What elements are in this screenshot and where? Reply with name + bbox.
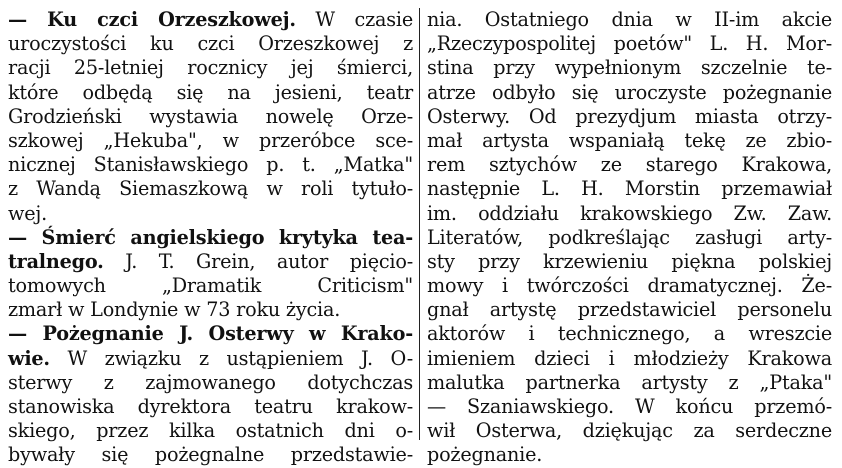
text-line xyxy=(8,274,413,298)
body-text: zmarł w Londynie w 73 roku życia. xyxy=(8,298,341,322)
text-line xyxy=(8,322,413,346)
body-text: malutka partnerka artysty z „Ptaka" xyxy=(427,370,832,394)
text-line xyxy=(8,8,413,32)
text-line xyxy=(8,56,413,80)
text-line xyxy=(427,395,832,419)
text-line xyxy=(427,274,832,298)
text-line xyxy=(8,250,413,274)
body-text: Literatów, podkreślając zasługi arty- xyxy=(427,225,832,249)
body-text: atrze odbyło się uroczyste pożegnanie xyxy=(427,80,832,104)
body-text: bywały się pożegnalne przedstawie- xyxy=(8,443,413,467)
text-line xyxy=(427,129,832,153)
text-line xyxy=(427,32,832,56)
text-line xyxy=(8,347,413,371)
text-line xyxy=(427,8,832,32)
text-line xyxy=(8,81,413,105)
body-text: nicznej Stanisławskiego p. t. „Matka" xyxy=(8,153,413,177)
body-text: „Rzeczypospolitej poetów" L. H. Mor- xyxy=(427,32,832,56)
body-text: W czasie xyxy=(295,8,413,31)
text-line xyxy=(8,177,413,201)
body-text: wił Osterwa, dziękując za serdeczne xyxy=(427,419,832,443)
text-line xyxy=(8,153,413,177)
body-text: tomowych „Dramatik Criticism" xyxy=(8,274,413,298)
text-line xyxy=(8,298,413,322)
headline-text: wie. xyxy=(8,346,50,370)
text-line xyxy=(8,202,413,226)
text-line xyxy=(427,371,832,395)
text-line xyxy=(8,371,413,395)
body-text: Grodzieński wystawia nowelę Orze- xyxy=(8,104,413,128)
text-line xyxy=(427,56,832,80)
text-line xyxy=(427,81,832,105)
body-text: aktorów i technicznego, a wreszcie xyxy=(427,322,832,346)
body-text: następnie L. H. Morstin przemawiał xyxy=(427,177,832,201)
headline-text: tralnego. xyxy=(8,249,104,273)
body-text: mał artysta wspaniałą tekę ze zbio- xyxy=(427,128,832,152)
text-line xyxy=(427,226,832,250)
body-text: szkowej „Hekuba", w przeróbce sce- xyxy=(8,128,413,152)
text-line xyxy=(427,419,832,443)
text-line xyxy=(8,443,413,467)
body-text: pożegnanie. xyxy=(427,443,543,467)
body-text: nia. Ostatniego dnia w II-im akcie xyxy=(427,8,832,31)
right-column xyxy=(427,8,832,468)
column-divider xyxy=(419,8,420,440)
text-line xyxy=(427,105,832,129)
text-line xyxy=(427,250,832,274)
body-text: stanowiska dyrektora teatru krakow- xyxy=(8,395,413,418)
body-text: Osterwy. Od prezydjum miasta otrzy- xyxy=(427,104,832,128)
text-line xyxy=(8,32,413,56)
text-line xyxy=(427,443,832,467)
body-text: J. T. Grein, autor pięcio- xyxy=(103,249,413,273)
body-text: gnał artystę przedstawiciel personelu xyxy=(427,298,832,322)
text-line xyxy=(427,322,832,346)
text-line xyxy=(8,226,413,250)
body-text: skiego, przez kilka ostatnich dni o- xyxy=(8,419,413,443)
text-line xyxy=(427,153,832,177)
text-line xyxy=(8,129,413,153)
body-text: z Wandą Siemaszkową w roli tytuło- xyxy=(8,177,413,201)
body-text: im. oddziału krakowskiego Zw. Zaw. xyxy=(427,201,832,225)
headline-text: — Pożegnanie J. Osterwy w Krako- xyxy=(8,322,413,346)
body-text: rem sztychów ze starego Krakowa, xyxy=(427,153,832,177)
body-text: sty przy krzewieniu piękna polskiej xyxy=(427,249,832,273)
body-text: — Szaniawskiego. W końcu przemó- xyxy=(427,395,832,418)
text-line xyxy=(427,298,832,322)
body-text: uroczystości ku czci Orzeszkowej z xyxy=(8,32,413,56)
body-text: imieniem dzieci i młodzieży Krakowa xyxy=(427,346,832,370)
body-text: mowy i twórczości dramatycznej. Że- xyxy=(427,274,832,298)
body-text: racji 25-letniej rocznicy jej śmierci, xyxy=(8,56,413,80)
text-line xyxy=(427,202,832,226)
body-text: które odbędą się na jesieni, teatr xyxy=(8,80,413,104)
text-line xyxy=(8,419,413,443)
body-text: wej. xyxy=(8,201,48,225)
text-line xyxy=(427,177,832,201)
body-text: stina przy wypełnionym szczelnie te- xyxy=(427,56,832,80)
headline-text: — Śmierć angielskiego krytyka tea- xyxy=(8,225,413,249)
text-line xyxy=(8,105,413,129)
body-text: sterwy z zajmowanego dotychczas xyxy=(8,370,413,394)
headline-text: — Ku czci Orzeszkowej. xyxy=(8,8,296,31)
text-line xyxy=(427,347,832,371)
text-line xyxy=(8,395,413,419)
left-column xyxy=(8,8,413,468)
body-text: W związku z ustąpieniem J. O- xyxy=(49,346,413,370)
